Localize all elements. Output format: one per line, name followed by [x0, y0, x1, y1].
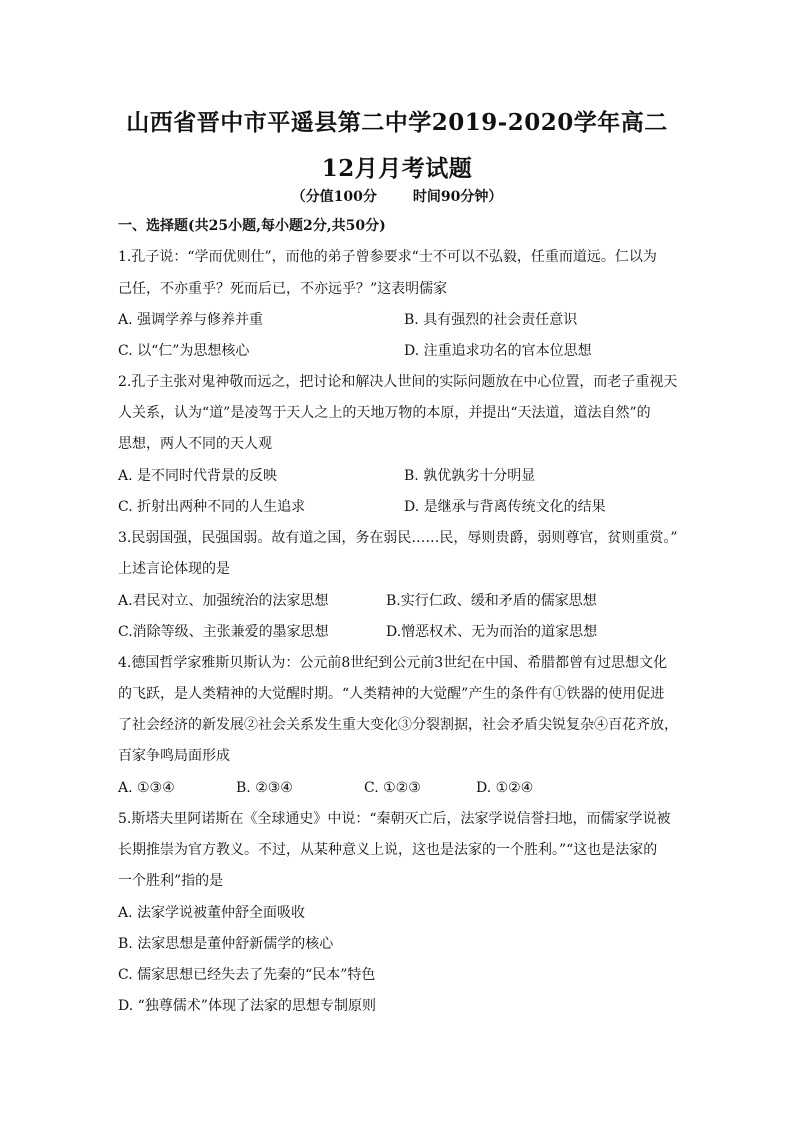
question-4-line-1: 4.德国哲学家雅斯贝斯认为：公元前8世纪到公元前3世纪在中国、希腊都曾有过思想文化	[118, 655, 668, 671]
question-4-option-b: B. ②③④	[236, 780, 293, 796]
question-4-option-c: C. ①②③	[364, 780, 421, 796]
question-5-option-d: D. “独尊儒术”体现了法家的思想专制原则	[118, 998, 376, 1014]
exam-title-line2: 12月月考试题	[321, 155, 473, 182]
question-3-option-a: A.君民对立、加强统治的法家思想	[118, 593, 329, 609]
question-4-option-d: D. ①②④	[476, 780, 534, 796]
question-2-option-a: A. 是不同时代背景的反映	[118, 468, 278, 484]
question-3-option-d: D.憎恶权术、无为而治的道家思想	[386, 624, 598, 640]
question-5-option-c: C. 儒家思想已经失去了先秦的“民本”特色	[118, 967, 376, 983]
question-1-option-d: D. 注重追求功名的官本位思想	[404, 343, 592, 359]
exam-title-line1: 山西省晋中市平遥县第二中学2019-2020学年高二	[126, 109, 668, 136]
question-4-line-3: 了社会经济的新发展②社会关系发生重大变化③分裂割据，社会矛盾尖锐复杂④百花齐放，	[118, 717, 678, 733]
question-3-line-1: 3.民弱国强，民强国弱。故有道之国，务在弱民……民，辱则贵爵，弱则尊官，贫则重赏。”	[118, 530, 678, 546]
question-3-option-c: C.消除等级、主张兼爱的墨家思想	[118, 624, 329, 640]
question-4-option-a: A. ①③④	[118, 780, 175, 796]
question-1-option-a: A. 强调学养与修养并重	[118, 312, 264, 328]
section-heading: 一、选择题(共25小题,每小题2分,共50分)	[118, 218, 386, 234]
question-5-option-b: B. 法家思想是董仲舒新儒学的核心	[118, 936, 334, 952]
question-2-line-1: 2.孔子主张对鬼神敬而远之，把讨论和解决人世间的实际问题放在中心位置，而老子重视天	[118, 374, 678, 390]
exam-meta	[0, 186, 794, 206]
question-1-option-c: C. 以“仁”为思想核心	[118, 343, 250, 359]
question-5-line-1: 5.斯塔夫里阿诺斯在《全球通史》中说：“秦朝灭亡后，法家学说信誉扫地，而儒家学说被	[118, 811, 671, 827]
score-info: （分值100分	[291, 189, 377, 205]
question-2-option-c: C. 折射出两种不同的人生追求	[118, 499, 306, 515]
question-5-line-2: 长期推崇为官方教义。不过，从某种意义上说，这也是法家的一个胜利。”“这也是法家的	[118, 842, 658, 858]
question-2-line-3: 思想，两人不同的天人观	[118, 436, 272, 452]
question-3-line-2: 上述言论体现的是	[118, 561, 230, 577]
question-1-line-1: 1.孔子说：“学而优则仕”，而他的弟子曾参要求“士不可以不弘毅，任重而道远。仁以为	[118, 249, 657, 265]
question-4-line-4: 百家争鸣局面形成	[118, 748, 230, 764]
time-info: 时间90分钟）	[412, 189, 503, 205]
question-1-line-2: 己任，不亦重乎？死而后已，不亦远乎？”这表明儒家	[118, 281, 448, 297]
question-2-option-b: B. 孰优孰劣十分明显	[404, 468, 536, 484]
question-1-option-b: B. 具有强烈的社会责任意识	[404, 312, 578, 328]
question-3-option-b: B.实行仁政、缓和矛盾的儒家思想	[386, 593, 597, 609]
question-2-line-2: 人关系，认为“道”是凌驾于天人之上的天地万物的本原，并提出“天法道，道法自然”的	[118, 405, 651, 421]
question-5-option-a: A. 法家学说被董仲舒全面吸收	[118, 905, 306, 921]
question-5-line-3: 一个胜利”指的是	[118, 873, 224, 889]
question-2-option-d: D. 是继承与背离传统文化的结果	[404, 499, 606, 515]
question-4-line-2: 的飞跃，是人类精神的大觉醒时期。“人类精神的大觉醒”产生的条件有①铁器的使用促进	[118, 686, 665, 702]
